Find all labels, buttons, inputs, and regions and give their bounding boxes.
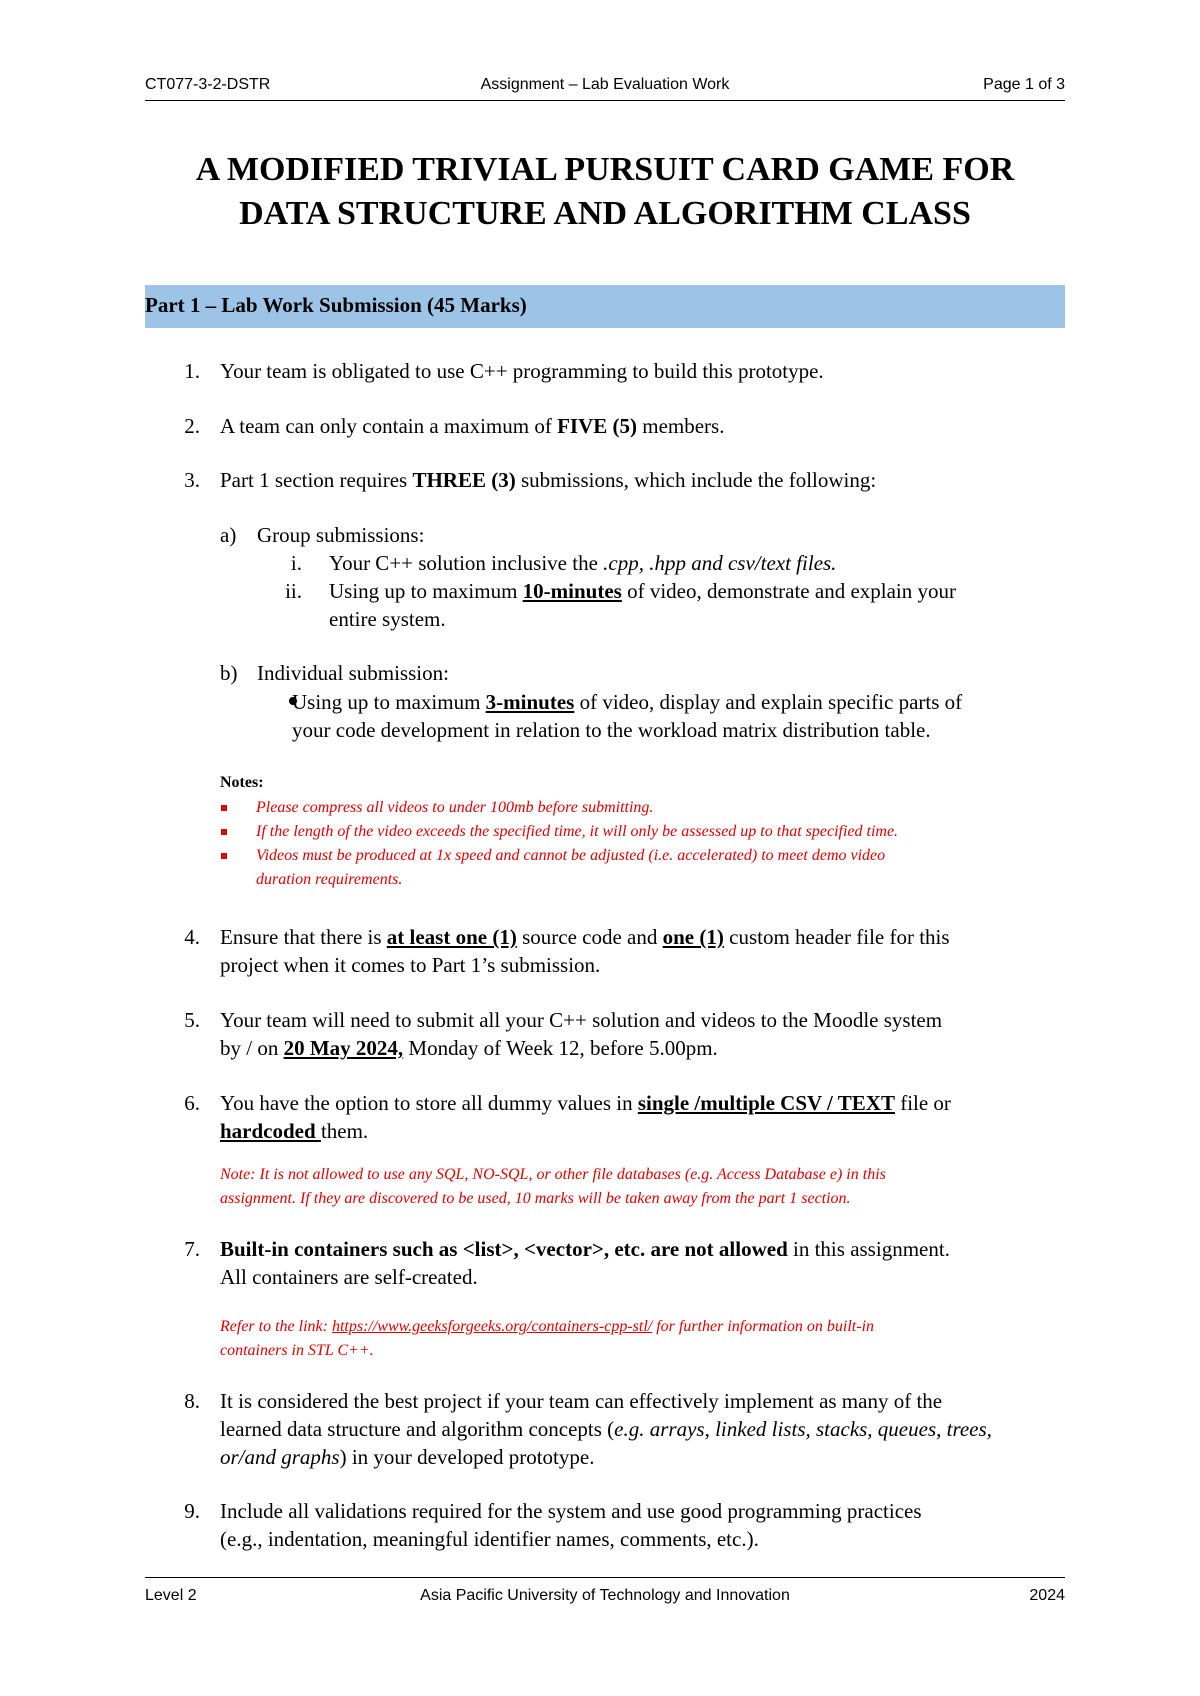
reference-link[interactable]: https://www.geeksforgeeks.org/containers-cpp-stl/	[331, 1318, 653, 1335]
item-4-part-e: custom header file for this	[723, 925, 950, 949]
item-8-part-e: ) in your developed prototype.	[339, 1445, 595, 1469]
sub-item-i-files: .cpp, .hpp and csv/text files.	[603, 551, 837, 575]
footer-year: 2024	[1029, 1587, 1065, 1604]
item-4-part-a: Ensure that there is	[220, 925, 387, 949]
submission-deadline: 20 May 2024,	[283, 1036, 404, 1060]
item-number-7: 7.	[184, 1237, 200, 1261]
footer-university: Asia Pacific University of Technology and Innovation	[420, 1587, 790, 1604]
item-6-text	[220, 1089, 951, 1117]
individual-bullet-part-a: Using up to maximum	[292, 690, 486, 714]
note-3-line-2: duration requirements.	[256, 871, 403, 888]
item-3-part-a: Part 1 section requires	[220, 468, 413, 492]
item-8-line-3	[220, 1443, 594, 1471]
database-note: Note: It is not allowed to use any SQL, NO-SQL, or other file databases (e.g. Access Database e) in this	[220, 1166, 886, 1183]
item-2-bold: FIVE (5)	[557, 414, 637, 438]
item-number-5: 5.	[184, 1008, 200, 1032]
part1-heading: Part 1 – Lab Work Submission (45 Marks)	[145, 293, 527, 317]
item-6-part-c: file or	[894, 1091, 951, 1115]
sub-item-ii-part-a: Using up to maximum	[329, 579, 523, 603]
course-code: CT077-3-2-DSTR	[145, 76, 271, 93]
note-bullet-icon	[221, 829, 227, 835]
item-5-part-b: by / on	[220, 1036, 284, 1060]
note-bullet-icon	[221, 805, 227, 811]
item-number-9: 9.	[184, 1499, 200, 1523]
item-3-part-c: submissions, which include the following:	[515, 468, 877, 492]
item-8-part-b: learned data structure and algorithm concepts (	[220, 1417, 615, 1441]
individual-submission-label: Individual submission:	[257, 661, 449, 685]
item-6-storage-options: single /multiple CSV / TEXT	[637, 1091, 895, 1115]
item-4-line-2: project when it comes to Part 1’s submission.	[220, 953, 601, 977]
sub-label-i: i.	[290, 551, 302, 575]
sub-item-ii-text	[329, 577, 956, 605]
item-4-at-least-one: at least one (1)	[386, 925, 517, 949]
item-7-part-b: in this assignment.	[787, 1237, 950, 1261]
item-9-text: Include all validations required for the system and use good programming practices	[220, 1499, 922, 1523]
item-8-line-2	[220, 1415, 992, 1443]
individual-bullet-line-2: your code development in relation to the workload matrix distribution table.	[292, 718, 931, 742]
item-number-8: 8.	[184, 1389, 200, 1413]
title-line-1: A MODIFIED TRIVIAL PURSUIT CARD GAME FOR	[195, 151, 1015, 188]
item-8-text: It is considered the best project if your team can effectively implement as many of the	[220, 1389, 943, 1413]
individual-video-limit: 3-minutes	[485, 690, 575, 714]
item-2-part-a: A team can only contain a maximum of	[220, 414, 558, 438]
part1-heading-bar	[145, 285, 1065, 328]
item-7-bold: Built-in containers such as <list>, <vector>, etc. are not allowed	[220, 1237, 788, 1261]
item-2-text	[220, 412, 724, 440]
reference-note-line-2: containers in STL C++.	[220, 1342, 374, 1359]
page-number: Page 1 of 3	[983, 76, 1065, 93]
item-9-line-2: (e.g., indentation, meaningful identifier names, comments, etc.).	[220, 1527, 759, 1551]
database-note-line-2: assignment. If they are discovered to be used, 10 marks will be taken away from the part 1 section.	[220, 1190, 851, 1207]
note-1: Please compress all videos to under 100mb before submitting.	[256, 799, 654, 816]
document-title	[145, 148, 1065, 236]
note-3: Videos must be produced at 1x speed and cannot be adjusted (i.e. accelerated) to meet demo video	[256, 847, 886, 864]
item-5-line-2	[220, 1034, 718, 1062]
sub-item-i-part-a: Your C++ solution inclusive the	[329, 551, 604, 575]
item-4-text	[220, 923, 950, 951]
group-video-limit: 10-minutes	[522, 579, 622, 603]
item-number-2: 2.	[184, 414, 200, 438]
individual-bullet-text	[292, 688, 962, 716]
item-number-4: 4.	[184, 925, 200, 949]
item-6-hardcoded: hardcoded	[220, 1119, 321, 1143]
group-submissions-label: Group submissions:	[257, 523, 425, 547]
item-7-text	[220, 1235, 950, 1263]
item-6-part-a: You have the option to store all dummy values in	[220, 1091, 638, 1115]
reference-note	[220, 1315, 874, 1339]
page-header	[145, 74, 1065, 101]
sub-label-b: b)	[220, 661, 238, 685]
sub-item-ii-line-2: entire system.	[329, 607, 446, 631]
item-number-6: 6.	[184, 1091, 200, 1115]
sub-label-a: a)	[220, 523, 237, 547]
footer-level: Level 2	[145, 1587, 197, 1604]
sub-item-i-text	[329, 549, 836, 577]
item-8-examples: e.g. arrays, linked lists, stacks, queues, trees,	[614, 1417, 992, 1441]
title-line-2: DATA STRUCTURE AND ALGORITHM CLASS	[239, 195, 971, 232]
item-5-part-d: Monday of Week 12, before 5.00pm.	[403, 1036, 718, 1060]
item-6-line-2	[220, 1117, 368, 1145]
sub-item-ii-part-c: of video, demonstrate and explain your	[621, 579, 956, 603]
item-number-3: 3.	[184, 468, 200, 492]
item-number-1: 1.	[184, 359, 200, 383]
sub-label-ii: ii.	[285, 579, 302, 603]
note-bullet-icon	[221, 853, 227, 859]
header-title: Assignment – Lab Evaluation Work	[480, 76, 730, 93]
item-5-text: Your team will need to submit all your C++ solution and videos to the Moodle system	[220, 1008, 943, 1032]
reference-suffix: for further information on built-in	[652, 1318, 875, 1335]
item-4-one: one (1)	[662, 925, 724, 949]
item-6-part-e: them.	[320, 1119, 369, 1143]
item-8-examples-end: or/and graphs	[220, 1445, 340, 1469]
note-2: If the length of the video exceeds the specified time, it will only be assessed up to that specified time.	[256, 823, 899, 840]
item-7-line-2: All containers are self-created.	[220, 1265, 478, 1289]
notes-label: Notes:	[220, 774, 264, 791]
item-3-text	[220, 466, 876, 494]
page-footer	[145, 1577, 1065, 1608]
individual-bullet-part-c: of video, display and explain specific parts of	[574, 690, 963, 714]
item-3-bold: THREE (3)	[412, 468, 516, 492]
item-1-text: Your team is obligated to use C++ programming to build this prototype.	[220, 359, 824, 383]
item-2-part-c: members.	[637, 414, 725, 438]
item-4-part-c: source code and	[516, 925, 663, 949]
reference-prefix: Refer to the link:	[220, 1318, 332, 1335]
